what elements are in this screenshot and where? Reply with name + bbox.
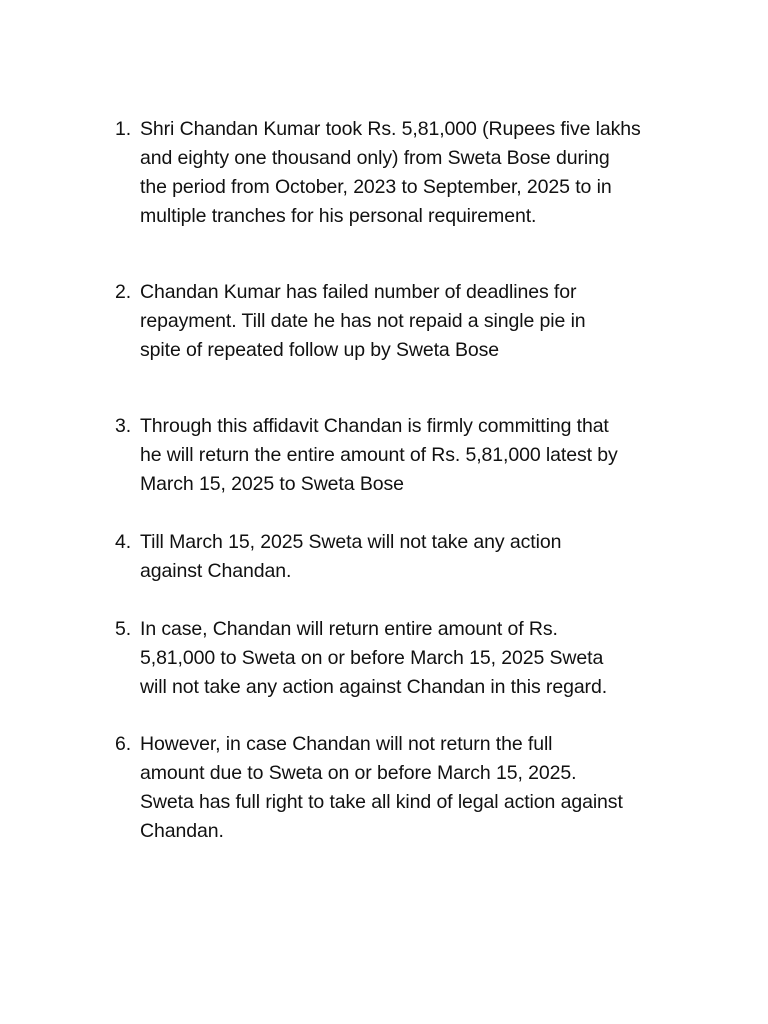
numbered-list-item [115,115,687,231]
text-line: 5,81,000 to Sweta on or before March 15, 2025 Sweta [140,647,604,669]
text-line: Chandan Kumar has failed number of deadlines for [140,281,577,303]
list-item-text [140,412,687,499]
list-item-text [140,615,687,702]
text-line: March 15, 2025 to Sweta Bose [140,473,404,495]
list-item-number: 1. [115,118,132,140]
list-item-text [140,115,687,231]
text-line: he will return the entire amount of Rs. 5,81,000 latest by [140,444,618,466]
numbered-list-item [115,528,687,586]
text-line: Shri Chandan Kumar took Rs. 5,81,000 (Rupees five lakhs [140,118,641,140]
text-line: Till March 15, 2025 Sweta will not take any action [140,531,562,553]
text-line: the period from October, 2023 to September, 2025 to in [140,176,612,198]
list-item-number: 3. [115,415,132,437]
text-line: Through this affidavit Chandan is firmly committing that [140,415,609,437]
numbered-list-item [115,412,687,499]
text-line: However, in case Chandan will not return the full [140,733,553,755]
text-line: Sweta has full right to take all kind of legal action against [140,791,623,813]
text-line: In case, Chandan will return entire amount of Rs. [140,618,558,640]
list-item-number: 5. [115,618,132,640]
list-item-text [140,730,687,846]
text-line: and eighty one thousand only) from Sweta Bose during [140,147,610,169]
numbered-list-item [115,615,687,702]
text-line: against Chandan. [140,560,292,582]
list-item-text [140,278,687,365]
text-line: will not take any action against Chandan in this regard. [140,676,608,698]
list-item-number: 6. [115,733,132,755]
text-line: amount due to Sweta on or before March 15, 2025. [140,762,577,784]
numbered-list-item [115,730,687,846]
numbered-list-item [115,278,687,365]
text-line: repayment. Till date he has not repaid a single pie in [140,310,586,332]
list-item-number: 4. [115,531,132,553]
text-line: Chandan. [140,820,224,842]
list-item-text [140,528,687,586]
text-line: multiple tranches for his personal requirement. [140,205,537,227]
text-line: spite of repeated follow up by Sweta Bose [140,339,500,361]
list-item-number: 2. [115,281,132,303]
